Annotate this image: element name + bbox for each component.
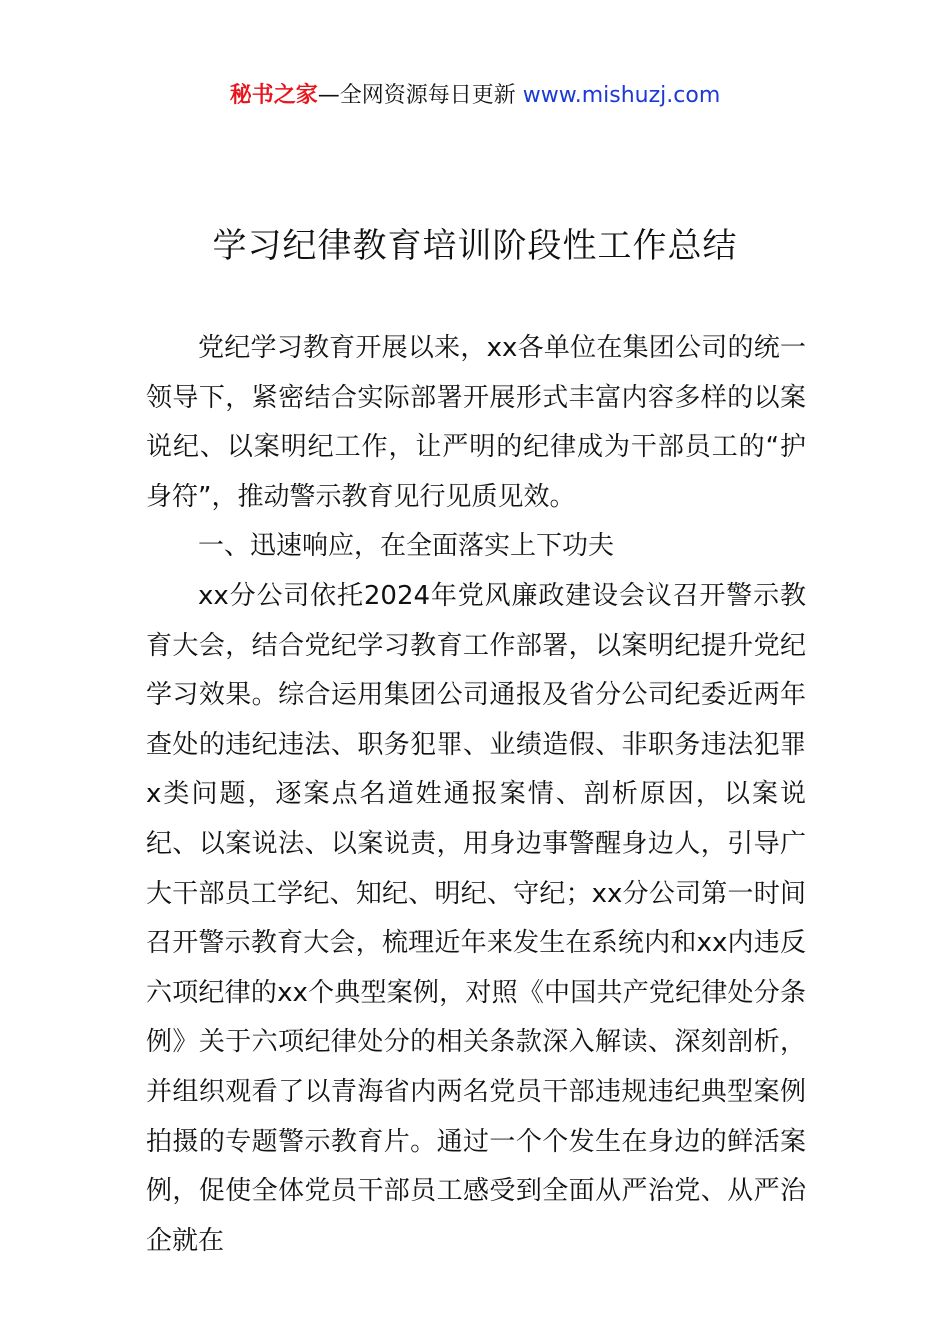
section-paragraph: xx分公司依托2024年党风廉政建设会议召开警示教育大会，结合党纪学习教育工作部署，以案明纪提升党纪学习效果。综合运用集团公司通报及省分公司纪委近两年查处的违纪违法、职务犯罪、业绩造假、非职务违法犯罪x类问题，逐案点名道姓通报案情、剖析原因，以案说纪、以案说法、以案说责，用身边事警醒身边人，引导广大干部员工学纪、知纪、明纪、守纪；xx分公司第一时间召开警示教育大会，梳理近年来发生在系统内和xx内违反六项纪律的xx个典型案例，对照《中国共产党纪律处分条例》关于六项纪律处分的相关条款深入解读、深刻剖析，并组织观看了以青海省内两名党员干部违规违纪典型案例拍摄的专题警示教育片。通过一个个发生在身边的鲜活案例，促使全体党员干部员工感受到全面从严治党、从严治企就在 bbox=[146, 580, 806, 1256]
document-title: 学习纪律教育培训阶段性工作总结 bbox=[212, 226, 738, 266]
site-url-link[interactable]: www.mishuzj.com bbox=[522, 83, 721, 108]
site-brand: 秘书之家 bbox=[229, 83, 318, 108]
section-heading: 一、迅速响应，在全面落实上下功夫 bbox=[198, 531, 615, 562]
site-slogan: —全网资源每日更新 bbox=[317, 83, 523, 108]
document-body bbox=[146, 324, 806, 1266]
site-header bbox=[0, 80, 950, 112]
intro-paragraph: 党纪学习教育开展以来，xx各单位在集团公司的统一领导下，紧密结合实际部署开展形式丰富内容多样的以案说纪、以案明纪工作，让严明的纪律成为干部员工的“护身符”，推动警示教育见行见质见效。 bbox=[146, 333, 806, 512]
